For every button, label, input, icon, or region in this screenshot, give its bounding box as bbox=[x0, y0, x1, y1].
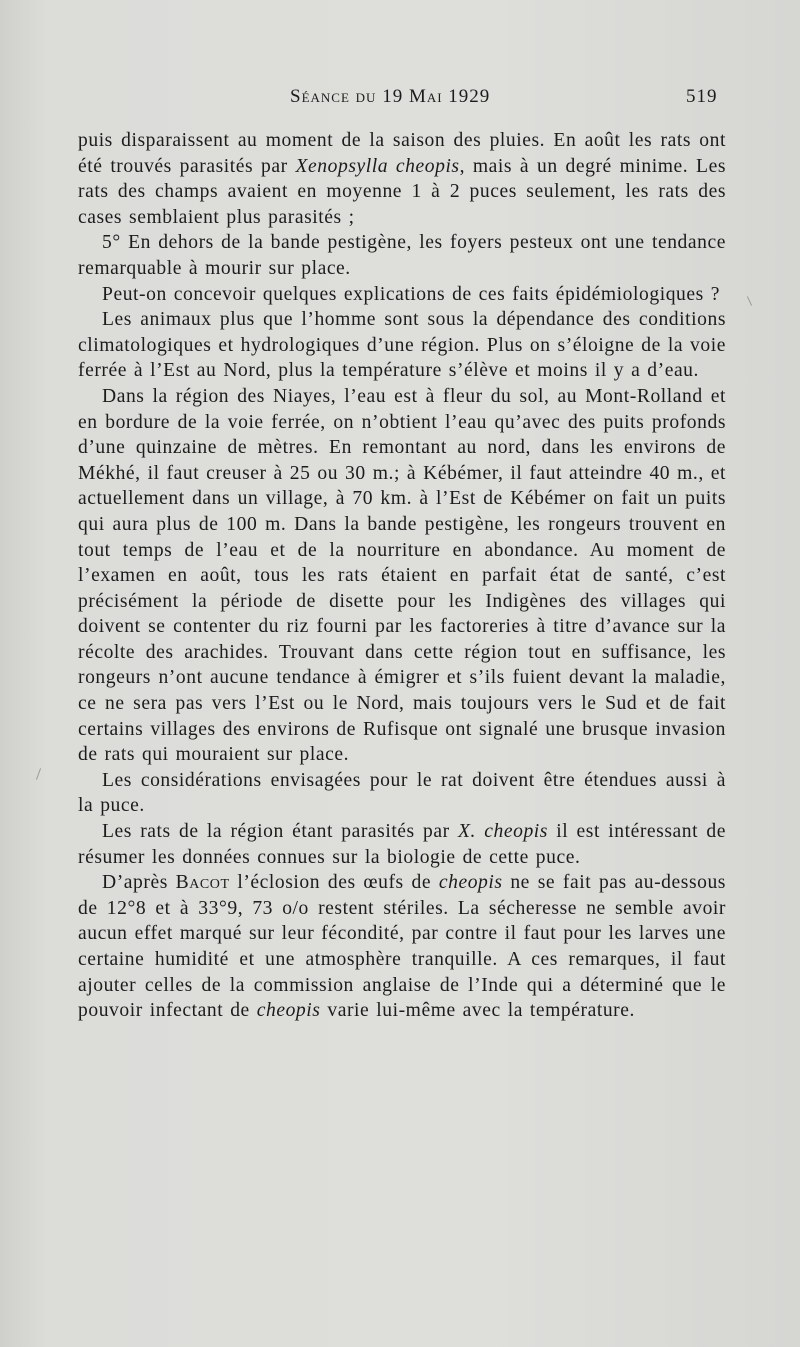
paragraph bbox=[78, 230, 726, 281]
running-title-prefix: Séance du bbox=[290, 86, 377, 107]
running-header bbox=[0, 82, 800, 112]
margin-mark bbox=[747, 296, 752, 305]
text-run: , mais à un degré minime. Les rats des champs avaient en moyenne 1 à 2 puces seulement, les rats des cases semblaient plus parasités ; bbox=[78, 155, 726, 228]
text-run: puis disparaissent au moment de la saison des pluies. En août les rats ont été trouvés parasités par bbox=[78, 130, 726, 177]
text-run: varie lui-même avec la température. bbox=[320, 1000, 635, 1022]
text-run: D’après bbox=[102, 872, 176, 894]
margin-mark bbox=[36, 768, 41, 780]
paragraph bbox=[78, 384, 726, 768]
italic-text: Xenopsylla cheopis bbox=[295, 155, 460, 177]
paragraph bbox=[78, 282, 726, 308]
paragraph bbox=[78, 128, 726, 230]
body-text bbox=[78, 128, 726, 1024]
text-run: Dans la région des Niayes, l’eau est à fleur du sol, au Mont-Rolland et en bordure de la voie ferrée, on n’obtient l’eau qu’avec des puits profonds d’une quinzaine de mètres. En remontant au nord, dans les environs de Mékhé, il faut creuser à 25 ou 30 m.; à Kébémer, il faut atteindre 40 m., et actuellement dans un village, à 70 km. à l’Est de Kébémer on fait un puits qui aura plus de 100 m. Dans la bande pestigène, les rongeurs trouvent en tout temps de l’eau et de la nourriture en abondance. Au moment de l’examen en août, tous les rats étaient en parfait état de santé, c’est précisément la période de disette pour les Indigènes des villages qui doivent se contenter du riz fourni par les factoreries à titre d’avance sur la récolte des arachides. Trouvant dans cette région tout en suffisance, les rongeurs n’ont aucune tendance à émigrer et s’ils fuient devant la maladie, ce ne sera pas vers l’Est ou le Nord, mais toujours vers le Sud et de fait certains villages des environs de Rufisque ont signalé une brusque invasion de rats qui mouraient sur place. bbox=[78, 385, 726, 766]
text-run: 5° En dehors de la bande pestigène, les foyers pesteux ont une tendance remarquable à mourir sur place. bbox=[78, 232, 726, 279]
text-run: l’éclosion des œufs de bbox=[229, 872, 439, 894]
text-run: Les rats de la région étant parasités par bbox=[102, 821, 458, 843]
text-run: ne se fait pas au-dessous de 12°8 et à 33°9, 73 o/o restent stériles. La sécheresse ne semble avoir aucun effet marqué sur leur fécondité, par contre il faut pour les larves une certaine humidité et une atmosphère tranquille. A ces remarques, il faut ajouter celles de la commission anglaise de l’Inde qui a déterminé que le pouvoir infectant de bbox=[78, 872, 726, 1022]
page-number: 519 bbox=[686, 86, 718, 107]
paragraph bbox=[78, 307, 726, 384]
italic-text: cheopis bbox=[438, 872, 503, 894]
text-run: Les considérations envisagées pour le rat doivent être étendues aussi à la puce. bbox=[78, 769, 726, 817]
paragraph bbox=[78, 819, 726, 870]
text-run: Les animaux plus que l’homme sont sous la dépendance des conditions climatologiques et hydrologiques d’une région. Plus on s’éloigne de la voie ferrée à l’Est au Nord, plus la température s’élève et moins il y a d’eau. bbox=[78, 309, 726, 382]
running-title bbox=[290, 86, 490, 108]
small-caps-text: Bacot bbox=[175, 872, 230, 894]
italic-text: X. cheopis bbox=[458, 821, 548, 843]
paragraph bbox=[78, 768, 726, 819]
running-title-date: 19 Mai 1929 bbox=[382, 86, 491, 107]
italic-text: cheopis bbox=[256, 1000, 321, 1022]
text-run: Peut-on concevoir quelques explications de ces faits épidémiologiques ? bbox=[102, 283, 721, 305]
text-run: il est intéressant de résumer les données connues sur la biologie de cette puce. bbox=[78, 821, 726, 868]
paragraph bbox=[78, 870, 726, 1024]
